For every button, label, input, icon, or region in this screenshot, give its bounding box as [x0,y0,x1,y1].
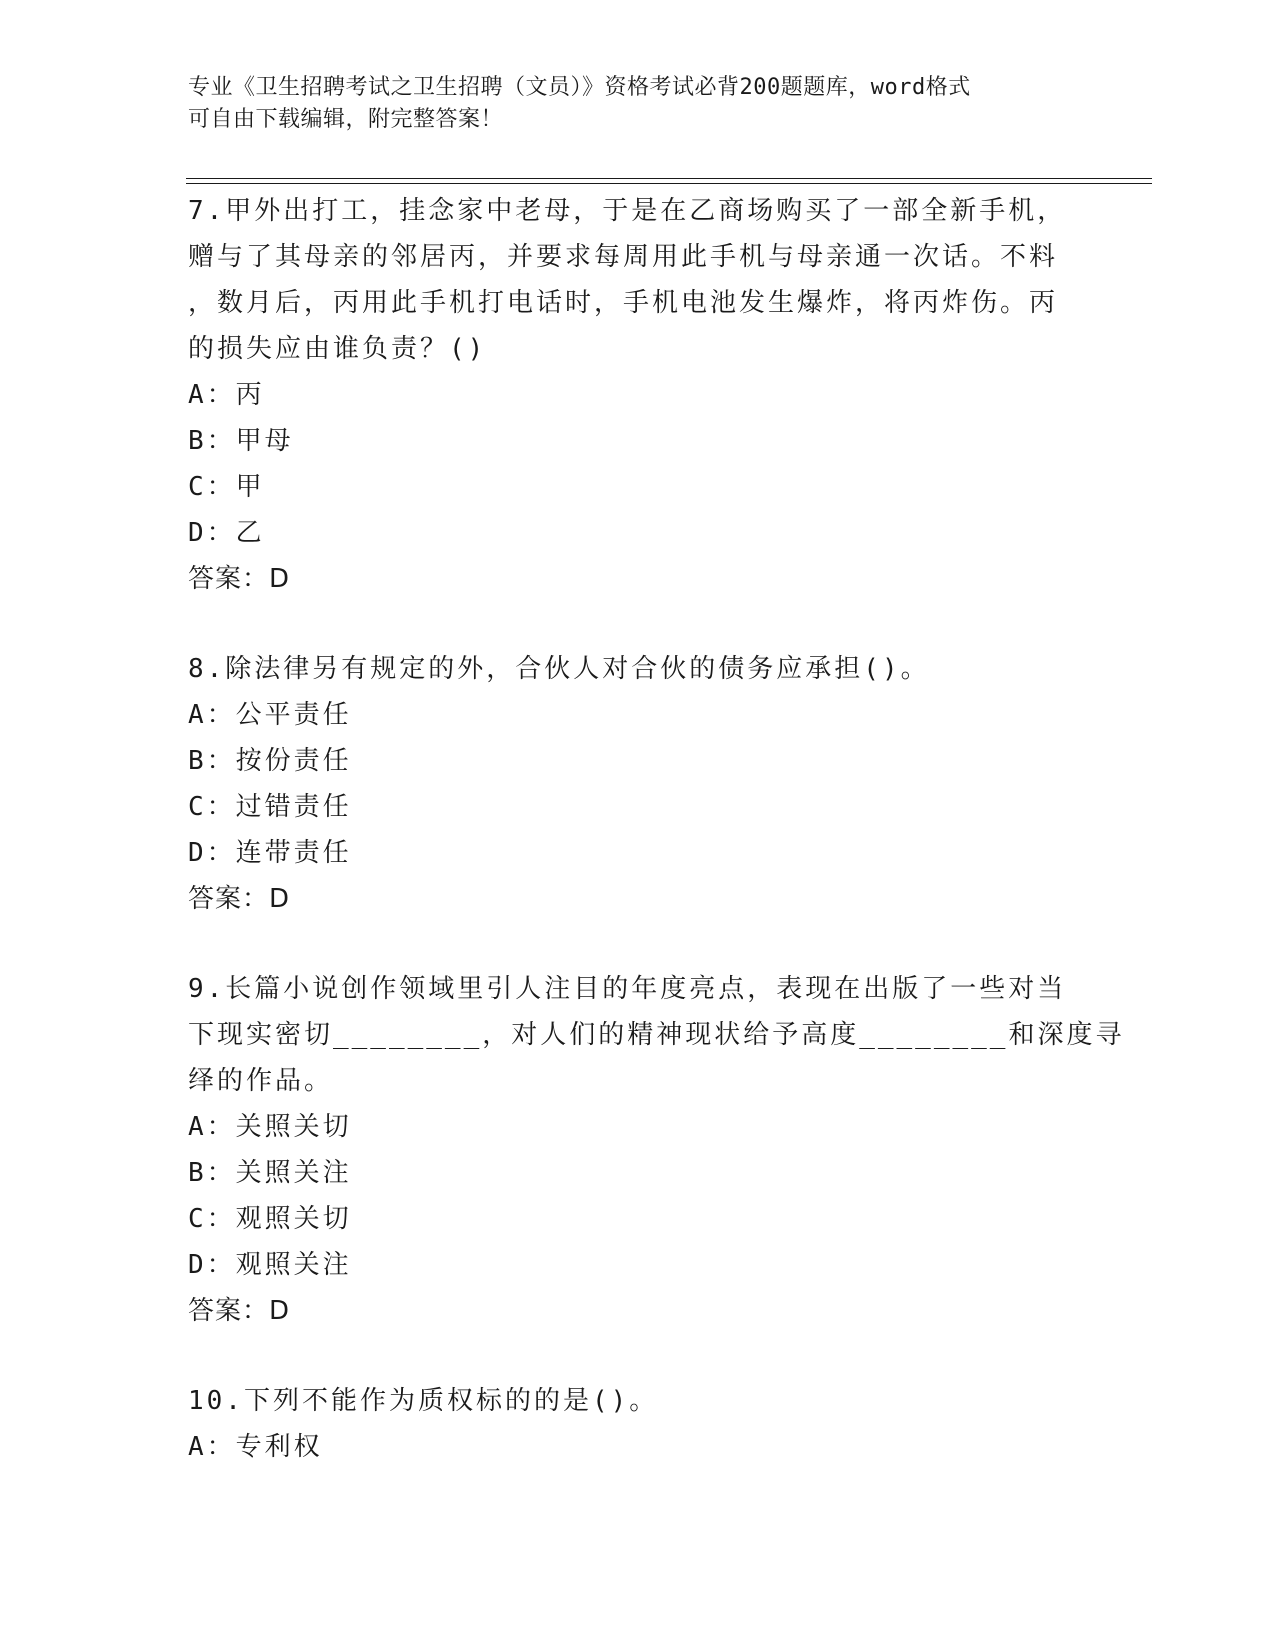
question-text-line: 10.下列不能作为质权标的的是()。 [188,1386,659,1416]
question-text-line: 的损失应由谁负责？() [188,334,487,364]
option-a: A：专利权 [188,1432,323,1462]
option-a: A：丙 [188,380,265,410]
option-d: D：连带责任 [188,838,352,868]
answer-line: 答案：D [188,1296,291,1326]
option-b: B：关照关注 [188,1158,352,1188]
question-8 [188,646,1088,922]
option-c: C：甲 [188,472,265,502]
header-line-1: 专业《卫生招聘考试之卫生招聘（文员）》资格考试必背200题题库，word格式 [188,75,971,100]
option-c: C：过错责任 [188,792,352,822]
question-text-line: 绎的作品。 [188,1066,334,1096]
question-text-line: 赠与了其母亲的邻居丙，并要求每周用此手机与母亲通一次话。不料 [188,242,1059,272]
question-10 [188,1378,1088,1470]
option-a: A：公平责任 [188,700,352,730]
question-list [188,188,1125,1470]
option-a: A：关照关切 [188,1112,352,1142]
question-text-line: 9.长篇小说创作领域里引人注目的年度亮点，表现在出版了一些对当 [188,974,1067,1004]
question-text-line: ，数月后，丙用此手机打电话时，手机电池发生爆炸，将丙炸伤。丙 [188,288,1059,318]
spacer [188,1334,1088,1378]
question-9 [188,966,1125,1334]
spacer [188,602,1088,646]
option-d: D：乙 [188,518,265,548]
header-divider-top [186,178,1152,179]
option-b: B：甲母 [188,426,294,456]
question-text-line: 8.除法律另有规定的外，合伙人对合伙的债务应承担()。 [188,654,930,684]
header-divider-bottom [186,183,1152,184]
option-b: B：按份责任 [188,746,352,776]
spacer [188,922,1088,966]
document-header [188,72,1088,136]
answer-line: 答案：D [188,564,291,594]
question-text-line: 下现实密切________，对人们的精神现状给予高度________和深度寻 [188,1020,1125,1050]
option-c: C：观照关切 [188,1204,352,1234]
question-7 [188,188,1088,602]
question-text-line: 7.甲外出打工，挂念家中老母，于是在乙商场购买了一部全新手机， [188,196,1067,226]
answer-line: 答案：D [188,884,291,914]
header-line-2: 可自由下载编辑，附完整答案！ [188,107,504,132]
option-d: D：观照关注 [188,1250,352,1280]
